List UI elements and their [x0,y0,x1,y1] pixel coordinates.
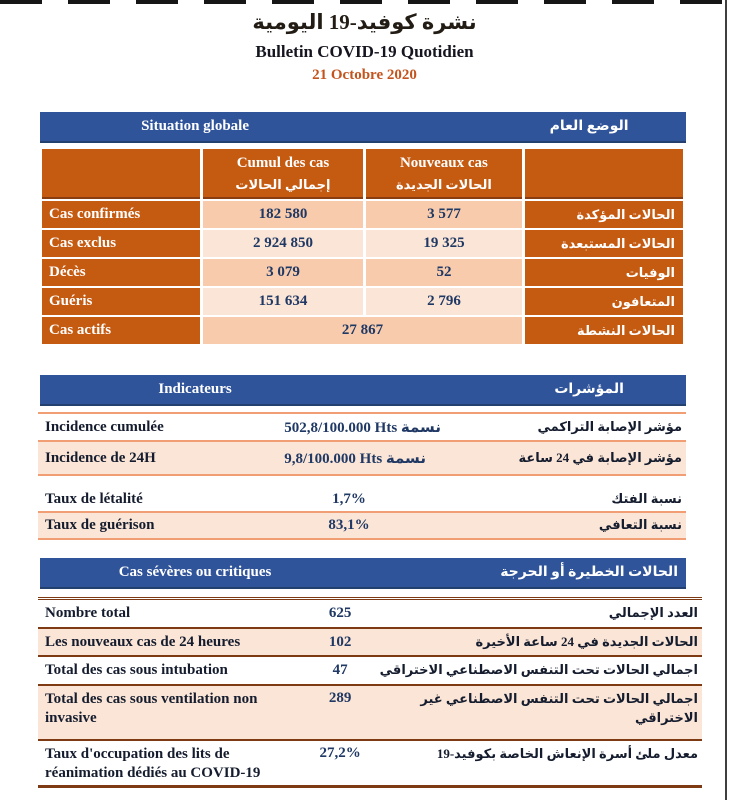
section-title-fr: Indicateurs [158,381,232,397]
row-label-ar: الحالات الجديدة في 24 ساعة الأخيرة [475,633,698,649]
section-header-indicateurs [40,375,686,406]
section-title-ar: المؤشرات [554,382,624,397]
table-row [38,600,702,629]
cell-nouveaux: 52 [366,259,522,286]
row-label-ar: الحالات المستبعدة [525,230,683,257]
row-label-fr: Total des cas sous intubation [45,662,228,679]
table-row [38,442,686,476]
row-value: 47 [332,662,348,678]
row-label-ar: معدل ملئ أسرة الإنعاش الخاصة بكوفيد-19 [436,746,698,761]
cell-nouveaux: 2 796 [366,288,522,315]
row-label-ar: العدد الإجمالي [608,605,698,621]
page-title-french: Bulletin COVID-19 Quotidien [255,42,474,61]
row-label-ar: نسبة الفتك [611,491,682,507]
cell-nouveaux: 3 577 [366,201,522,228]
row-label-ar: نسبة التعافي [598,517,682,533]
row-label-fr: Guéris [42,288,200,315]
row-label-ar: الحالات النشطة [525,317,683,344]
table-row [38,629,702,657]
row-value: 625 [328,605,352,621]
cell-total-merged: 27 867 [203,317,522,344]
row-value: 27,2% [319,745,361,761]
situation-globale-table [39,147,686,346]
column-header-nouveaux [366,149,522,199]
cell-cumul: 151 634 [203,288,363,315]
table-row [38,488,686,513]
row-label-fr: Décès [42,259,200,286]
column-header-nouveaux-ar: الحالات الجديدة [396,177,492,193]
cell-cumul: 182 580 [203,201,363,228]
section-title-fr: Situation globale [141,118,249,134]
cell-cumul: 3 079 [203,259,363,286]
page-top-dashed-border [0,0,729,4]
row-label-fr: Cas actifs [42,317,200,344]
page-title-arabic: نشرة كوفيد-19 اليومية [252,10,477,34]
section-header-cas-severes [40,558,686,589]
row-label-fr: Taux de létalité [45,491,143,507]
row-label-fr: Cas confirmés [42,201,200,228]
row-label-ar: مؤشر الإصابة التراكمي [537,418,682,434]
row-label-fr: Les nouveaux cas de 24 heures [45,633,241,650]
table-spacer-row [38,476,686,488]
row-label-ar: اجمالي الحالات تحت التنفس الاصطناعي الاختراقي [379,662,698,678]
section-title-fr: Cas sévères ou critiques [118,564,272,580]
column-header-cumul-ar: إجمالي الحالات [235,177,331,193]
table-row [42,288,683,315]
table-row [42,317,683,344]
table-row [42,230,683,257]
row-label-ar: الحالات المؤكدة [525,201,683,228]
table-row [38,741,702,788]
cas-severes-table [38,597,702,788]
row-label-fr: Nombre total [45,605,131,622]
document-header [0,10,729,84]
row-label-fr: Cas exclus [42,230,200,257]
section-title-ar: الحالات الخطيرة أو الحرجة [500,565,678,580]
header-empty-cell [525,149,683,199]
row-value: 502,8/100.000 Hts نسمة [284,419,441,436]
page-right-edge-line [725,0,727,800]
row-label-ar: المتعافون [525,288,683,315]
row-label-ar: اجمالي الحالات تحت التنفس الاصطناعي غير الاختراقي [420,691,698,725]
table-row [42,201,683,228]
header-empty-cell [42,149,200,199]
row-value: 9,8/100.000 Hts نسمة [284,450,426,467]
table-row [38,657,702,686]
section-header-situation-globale [40,112,686,143]
column-header-cumul-fr: Cumul des cas [236,155,330,172]
column-header-cumul [203,149,363,199]
row-label-fr: Incidence cumulée [45,418,164,435]
row-value: 1,7% [332,491,366,507]
row-label-ar: مؤشر الإصابة في 24 ساعة [518,449,682,465]
row-label-fr: Taux d'occupation des lits de réanimation dédiés au COVID-19 [45,746,261,781]
indicateurs-table [38,412,686,540]
column-header-nouveaux-fr: Nouveaux cas [399,155,488,172]
row-label-ar: الوفيات [525,259,683,286]
row-label-fr: Total des cas sous ventilation non invasive [45,691,258,726]
table-header-row [42,149,683,199]
page-date: 21 Octobre 2020 [312,67,417,83]
row-value: 102 [328,633,352,650]
table-row [42,259,683,286]
table-row [38,513,686,540]
row-value: 289 [328,690,352,706]
row-value: 83,1% [328,517,370,533]
row-label-fr: Incidence de 24H [45,449,156,466]
cell-cumul: 2 924 850 [203,230,363,257]
row-label-fr: Taux de guérison [45,517,155,533]
table-row [38,414,686,442]
cell-nouveaux: 19 325 [366,230,522,257]
table-row [38,686,702,741]
section-title-ar: الوضع العام [549,119,629,134]
